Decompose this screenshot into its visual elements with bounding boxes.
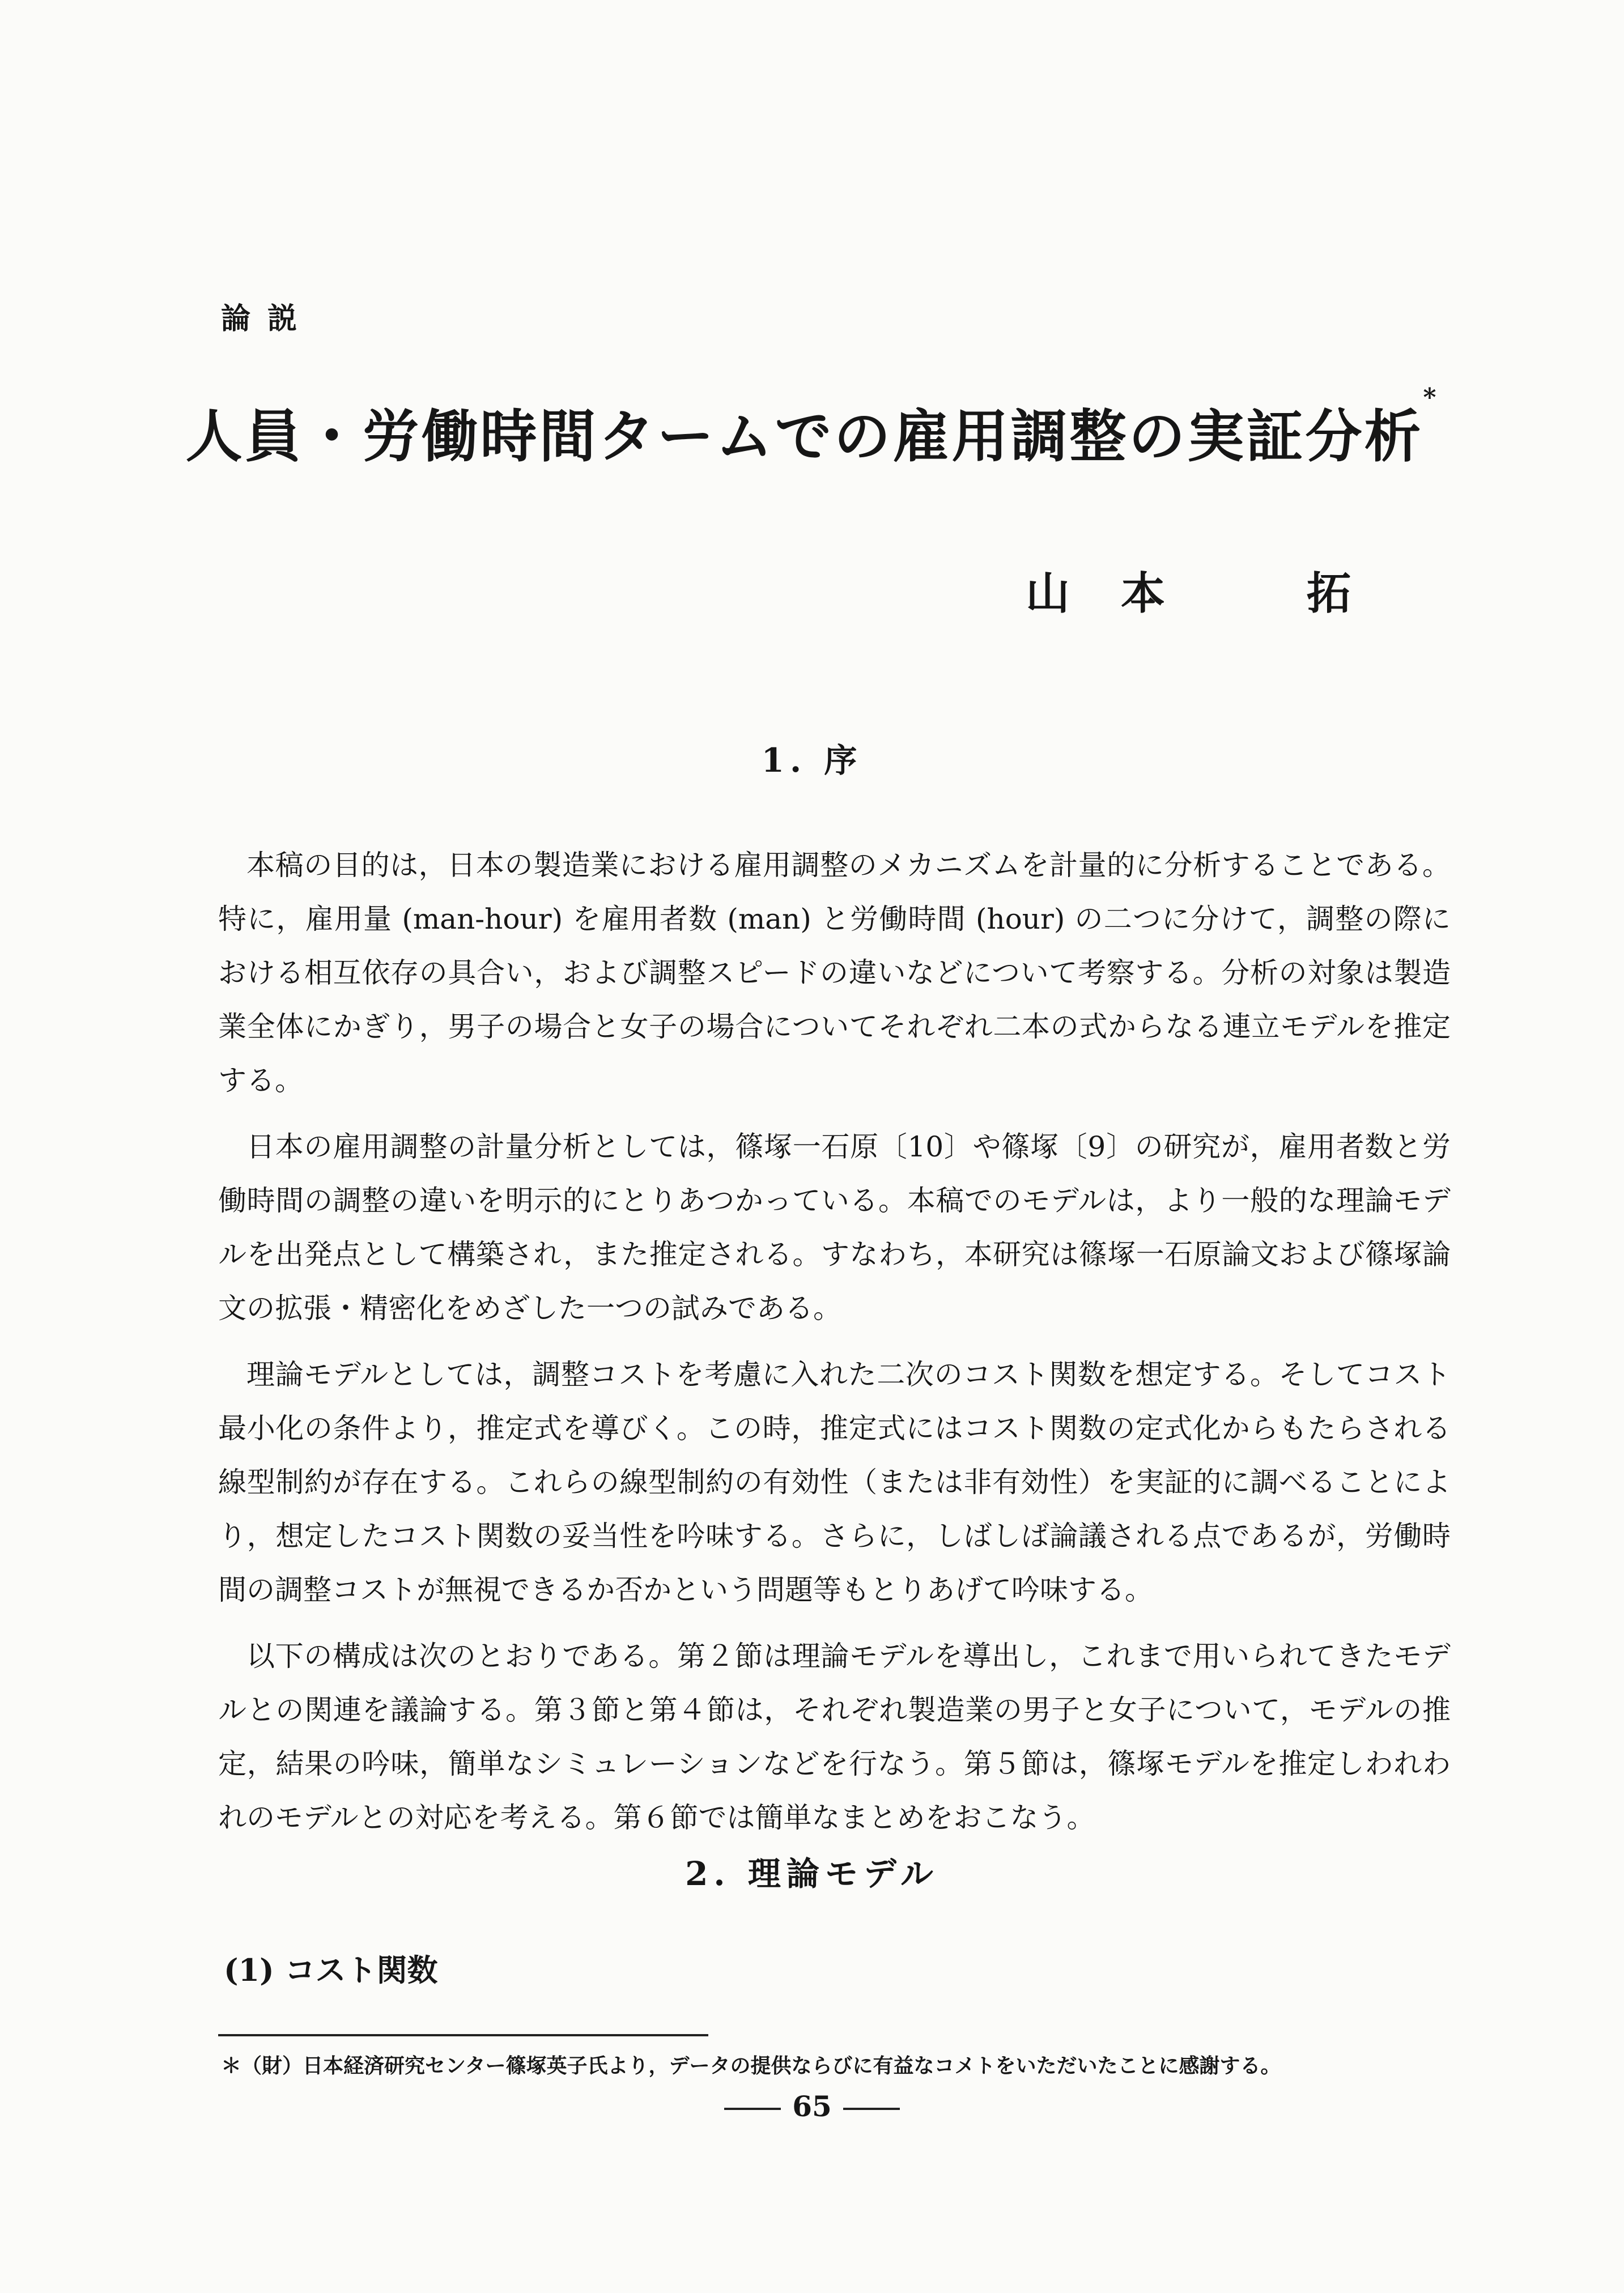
page-number-dash-left (724, 2108, 781, 2110)
article-title-text: 人員・労働時間タームでの雇用調整の実証分析 (185, 403, 1423, 470)
title-footnote-mark: * (1423, 383, 1439, 412)
footnote: ＊（財）日本経済研究センター篠塚英子氏より，データの提供ならびに有益なコメトをいただいたことに感謝する。 (221, 2054, 1281, 2078)
page-number-value: 65 (792, 2090, 832, 2123)
author-given-name-1: 本 (1121, 568, 1166, 619)
paragraph: 理論モデルとしては，調整コストを考慮に入れた二次のコスト関数を想定する。そしてコスト最小化の条件より，推定式を導びく。この時，推定式にはコスト関数の定式化からもたらされる線型制約が存在する。これらの線型制約の有効性（または非有効性）を実証的に調べることにより，想定したコスト関数の妥当性を吟味する。さらに，しばしば論議される点であるが，労働時間の調整コストが無視できるか否かという問題等もとりあげて吟味する。 (218, 1358, 1451, 1606)
section-heading-2: 2. 理論モデル (685, 1854, 939, 1893)
paragraph: 本稿の目的は，日本の製造業における雇用調整のメカニズムを計量的に分析することである。特に，雇用量 (man-hour) を雇用者数 (man) と労働時間 (hour) の二つに分けて，調整の際における相互依存の具合い，および調整スピードの違いなどについて考察する。分析の対象は製造業全体にかぎり，男子の場合と女子の場合についてそれぞれ二本の式からなる連立モデルを推定する。 (218, 849, 1451, 1097)
paragraph: 日本の雇用調整の計量分析としては，篠塚一石原〔10〕や篠塚〔9〕の研究が，雇用者数と労働時間の調整の違いを明示的にとりあつかっている。本稿でのモデルは，より一般的な理論モデルを出発点として構築され，また推定される。すなわち，本研究は篠塚一石原論文および篠塚論文の拡張・精密化をめざした一つの試みである。 (218, 1130, 1451, 1325)
section-1-body (218, 839, 1451, 1857)
page-number (0, 2090, 1624, 2123)
article-title (0, 383, 1624, 473)
section-heading-1: 1. 序 (761, 741, 863, 780)
page-number-dash-right (843, 2108, 900, 2110)
footnote-divider (218, 2034, 708, 2036)
author-given-name-2: 拓 (1307, 568, 1351, 619)
paragraph: 以下の構成は次のとおりである。第２節は理論モデルを導出し，これまで用いられてきたモデルとの関連を議論する。第３節と第４節は，それぞれ製造業の男子と女子について，モデルの推定，結果の吟味，簡単なシミュレーションなどを行なう。第５節は，篠塚モデルを推定しわれわれのモデルとの対応を考える。第６節では簡単なまとめをおこなう。 (218, 1640, 1451, 1834)
subsection-heading: (1) コスト関数 (224, 1952, 438, 1988)
article-category: 論説 (221, 301, 314, 336)
author-name (1026, 558, 1351, 622)
author-family-name: 山 (1026, 568, 1070, 619)
